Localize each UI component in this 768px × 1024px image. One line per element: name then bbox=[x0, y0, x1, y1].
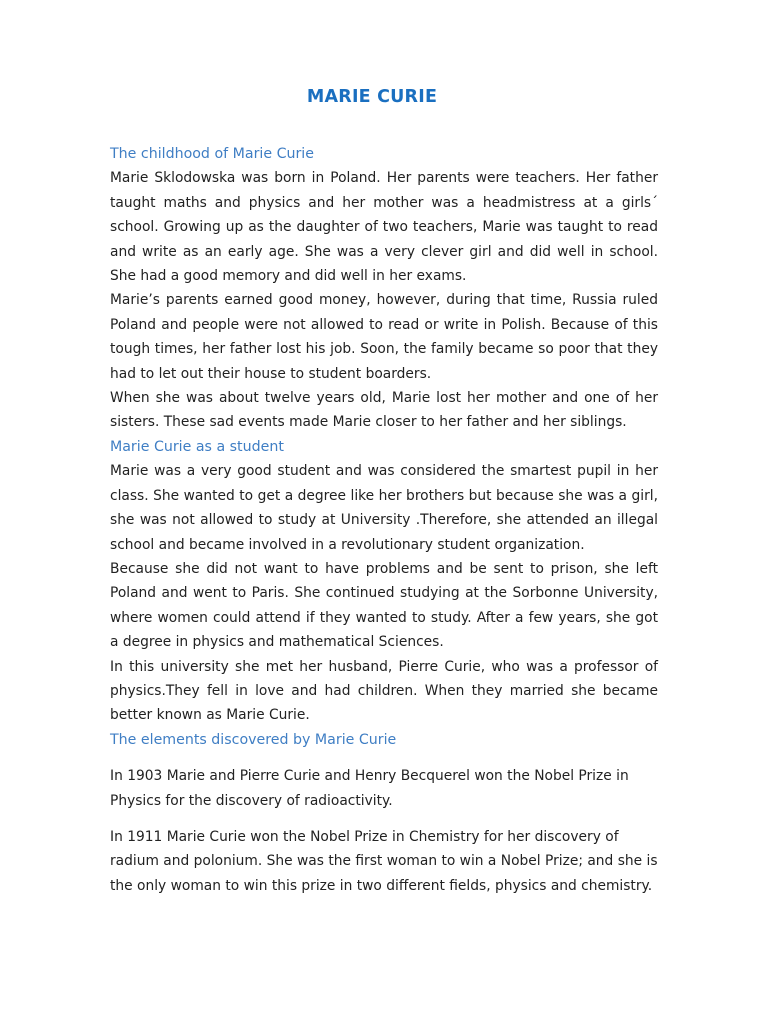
paragraph: In 1911 Marie Curie won the Nobel Prize in Chemistry for her discovery of radium and polonium. She was the first woman to win a Nobel Prize; and she is the only woman to win this prize in two different fields, physics and chemistry. bbox=[110, 828, 658, 894]
section-heading: The elements discovered by Marie Curie bbox=[110, 731, 397, 748]
paragraph: When she was about twelve years old, Marie lost her mother and one of her sisters. These sad events made Marie closer to her father and her siblings. bbox=[110, 390, 658, 431]
section-childhood bbox=[110, 142, 658, 435]
paragraph: In 1903 Marie and Pierre Curie and Henry Becquerel won the Nobel Prize in Physics for the discovery of radioactivity. bbox=[110, 768, 629, 809]
paragraph: Because she did not want to have problems and be sent to prison, she left Poland and went to Paris. She continued studying at the Sorbonne University, where women could attend if they wanted to study. After a few years, she got a degree in physics and mathematical Sciences. bbox=[110, 560, 658, 651]
paragraph: Marie was a very good student and was considered the smartest pupil in her class. She wanted to get a degree like her brothers but because she was a girl, she was not allowed to study at University .Therefore, she attended an illegal school and became involved in a revolutionary student organization. bbox=[110, 463, 658, 553]
section-heading: The childhood of Marie Curie bbox=[110, 146, 314, 162]
document-body bbox=[110, 142, 658, 898]
paragraph: In this university she met her husband, Pierre Curie, who was a professor of physics.They fell in love and had children. When they married she became better known as Marie Curie. bbox=[110, 658, 658, 724]
page-title: MARIE CURIE bbox=[306, 87, 438, 107]
section-heading: Marie Curie as a student bbox=[110, 438, 284, 455]
section-student bbox=[110, 435, 658, 728]
paragraph: Marie Sklodowska was born in Poland. Her parents were teachers. Her father taught maths and physics and her mother was a headmistress at a girls´ school. Growing up as the daughter of two teachers, Marie was taught to read and write as an early age. She was a very clever girl and did well in school. She had a good memory and did well in her exams. bbox=[110, 170, 658, 285]
section-elements bbox=[110, 728, 658, 898]
paragraph: Marie’s parents earned good money, however, during that time, Russia ruled Poland and people were not allowed to read or write in Polish. Because of this tough times, her father lost his job. Soon, the family became so poor that they had to let out their house to student boarders. bbox=[110, 292, 658, 382]
